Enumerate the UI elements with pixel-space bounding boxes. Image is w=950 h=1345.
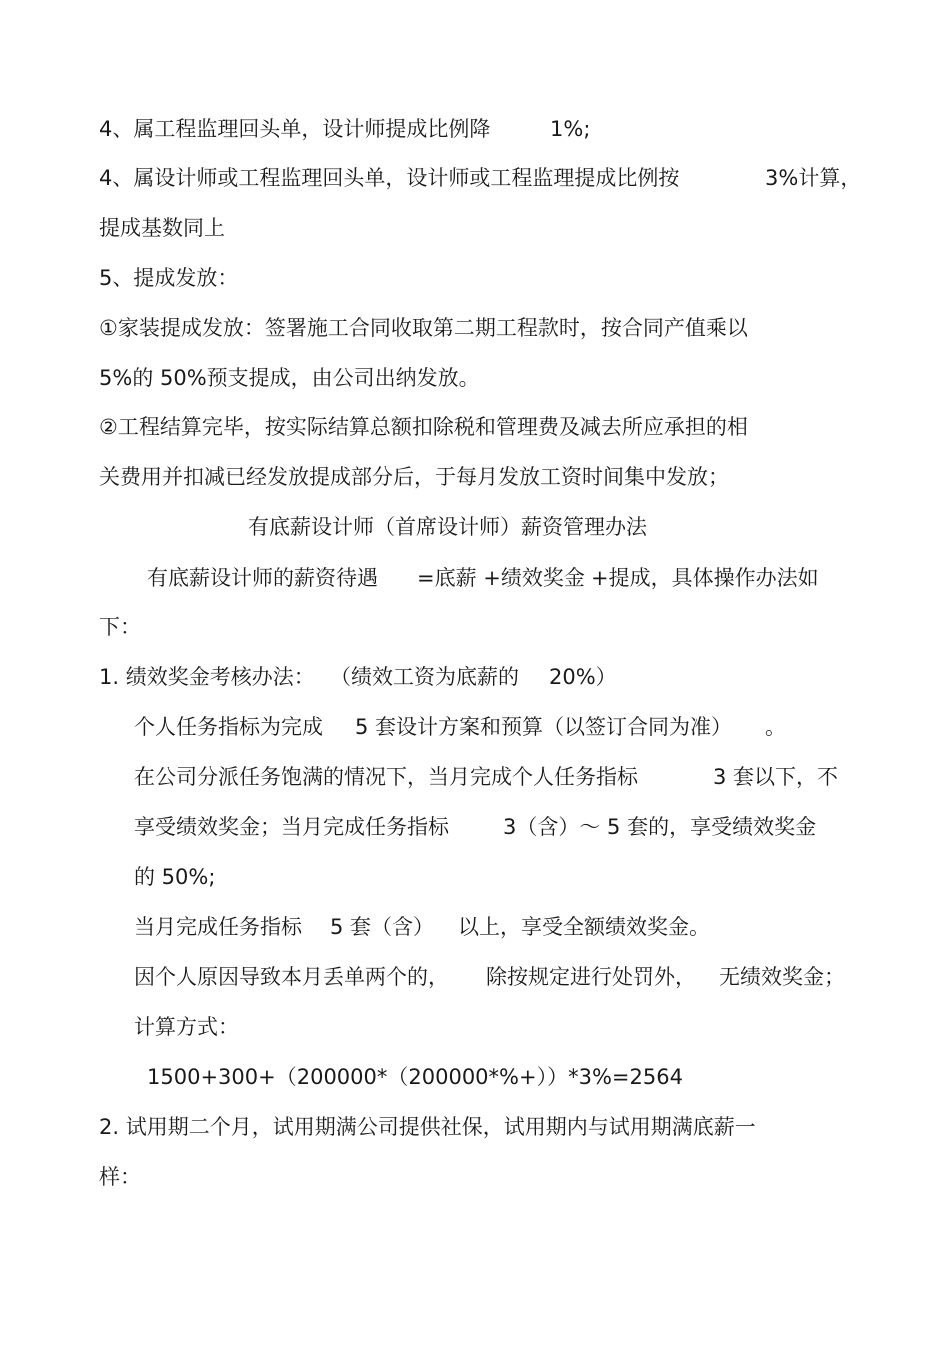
text-segment: 当月完成任务指标: [134, 915, 302, 939]
text-segment: 以上，享受全额绩效奖金。: [458, 915, 710, 939]
text-segment: 。: [765, 715, 786, 739]
text-segment: 的 50%;: [134, 865, 216, 889]
text-segment: 3 套以下，不: [713, 765, 839, 789]
text-segment: 5 套设计方案和预算（以签订合同为准）: [355, 715, 733, 739]
text-segment: 2. 试用期二个月，试用期满公司提供社保，试用期内与试用期满底薪一: [99, 1115, 756, 1139]
text-segment: 4、属设计师或工程监理回头单，设计师或工程监理提成比例按: [99, 166, 680, 190]
text-segment: 因个人原因导致本月丢单两个的，: [134, 965, 449, 989]
text-segment: ①家装提成发放：签署施工合同收取第二期工程款时，按合同产值乘以: [99, 316, 748, 340]
text-segment: 除按规定进行处罚外，: [486, 965, 696, 989]
text-segment: 无绩效奖金；: [719, 965, 845, 989]
text-segment: 计算方式：: [134, 1015, 239, 1039]
text-segment: 5 套（含）: [330, 915, 435, 939]
text-segment: 20%）: [549, 665, 617, 689]
text-segment: 样：: [99, 1165, 141, 1189]
text-segment: +提成，具体操作办法如: [591, 566, 819, 590]
text-segment: （绩效工资为底薪的: [330, 665, 519, 689]
text-segment: 4、属工程监理回头单，设计师提成比例降: [99, 117, 491, 141]
text-segment: ②工程结算完毕，按实际结算总额扣除税和管理费及减去所应承担的相: [99, 415, 748, 439]
text-segment: 有底薪设计师（首席设计师）薪资管理办法: [248, 515, 647, 539]
text-segment: 享受绩效奖金；当月完成任务指标: [134, 815, 449, 839]
text-segment: 下：: [99, 615, 141, 639]
text-segment: 5、提成发放：: [99, 266, 239, 290]
text-segment: =底薪 +绩效奖金: [417, 566, 585, 590]
text-segment: 1%;: [550, 117, 591, 141]
text-segment: 关费用并扣减已经发放提成部分后，于每月发放工资时间集中发放；: [99, 465, 729, 489]
text-segment: 3%计算，: [765, 166, 862, 190]
text-segment: 在公司分派任务饱满的情况下，当月完成个人任务指标: [134, 765, 638, 789]
text-segment: 1. 绩效奖金考核办法：: [99, 665, 315, 689]
text-segment: 5%的 50%预支提成，由公司出纳发放。: [99, 366, 480, 390]
text-segment: 1500+300+（200000*（200000*%+））*3%=2564: [147, 1065, 683, 1089]
text-segment: 提成基数同上: [99, 216, 225, 240]
text-segment: 个人任务指标为完成: [134, 715, 323, 739]
text-segment: 3（含）～ 5 套的，享受绩效奖金: [503, 815, 817, 839]
text-segment: 有底薪设计师的薪资待遇: [147, 566, 378, 590]
